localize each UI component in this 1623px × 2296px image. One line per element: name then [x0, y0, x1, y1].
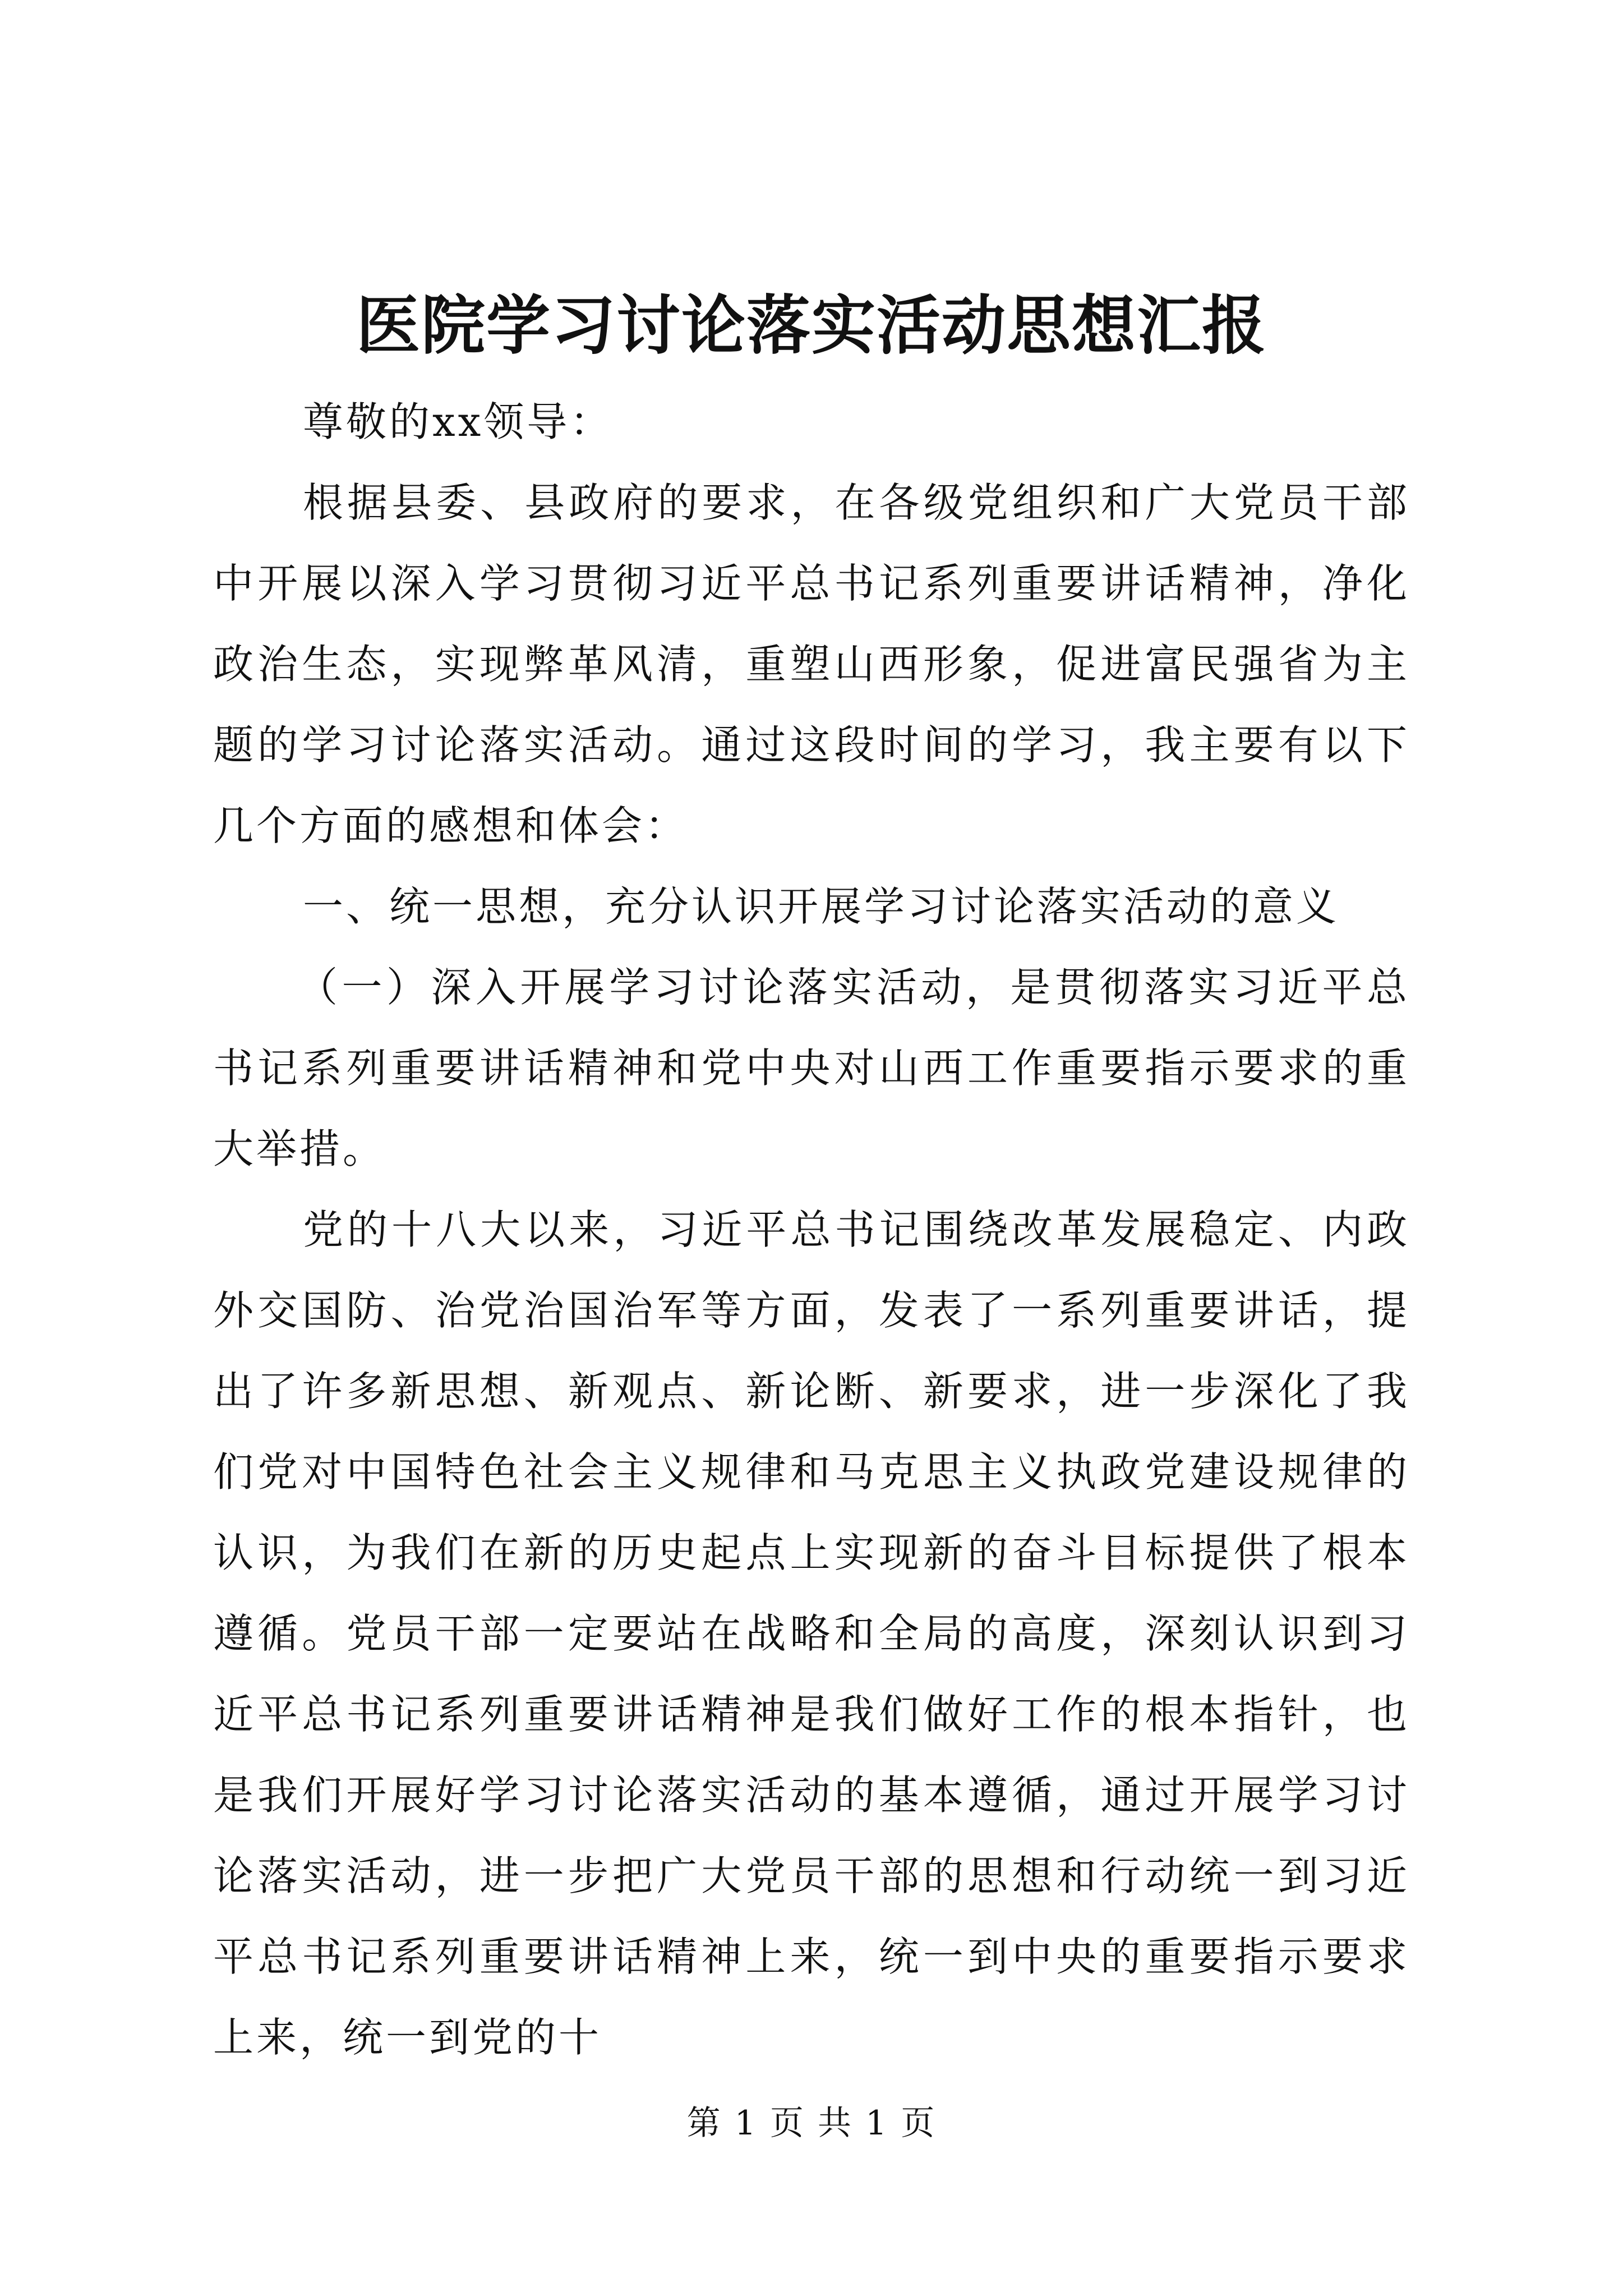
document-body: [213, 381, 1410, 2078]
section-heading: 一、统一思想，充分认识开展学习讨论落实活动的意义: [303, 883, 1340, 930]
subsection-heading: （一）深入开展学习讨论落实活动，是贯彻落实习近平总书记系列重要讲话精神和党中央对山西工作重要指示要求的重大举措。: [213, 964, 1410, 1172]
document-title: 医院学习讨论落实活动思想汇报: [356, 288, 1267, 363]
intro-paragraph: 根据县委、县政府的要求，在各级党组织和广大党员干部中开展以深入学习贯彻习近平总书记系列重要讲话精神，净化政治生态，实现弊革风清，重塑山西形象，促进富民强省为主题的学习讨论落实活动。通过这段时间的学习，我主要有以下几个方面的感想和体会：: [213, 479, 1410, 849]
page-footer: 第 1 页 共 1 页: [686, 2104, 937, 2143]
body-paragraph: 党的十八大以来，习近平总书记围绕改革发展稳定、内政外交国防、治党治国治军等方面，发表了一系列重要讲话，提出了许多新思想、新观点、新论断、新要求，进一步深化了我们党对中国特色社会主义规律和马克思主义执政党建设规律的认识，为我们在新的历史起点上实现新的奋斗目标提供了根本遵循。党员干部一定要站在战略和全局的高度，深刻认识到习近平总书记系列重要讲话精神是我们做好工作的根本指针，也是我们开展好学习讨论落实活动的基本遵循，通过开展学习讨论落实活动，进一步把广大党员干部的思想和行动统一到习近平总书记系列重要讲话精神上来，统一到中央的重要指示要求上来，统一到党的十: [213, 1206, 1410, 2061]
salutation: 尊敬的xx领导：: [303, 398, 614, 445]
